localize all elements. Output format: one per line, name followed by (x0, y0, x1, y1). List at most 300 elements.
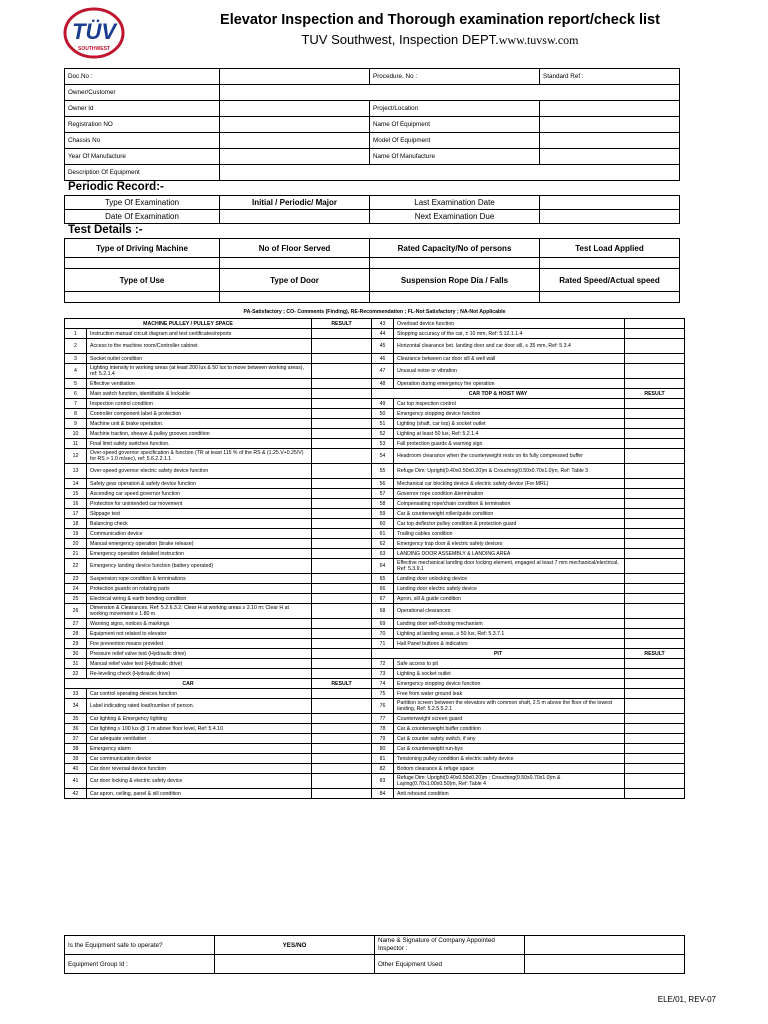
item-number: 40 (65, 764, 87, 774)
name-of-manufacture-label: Name Of Manufacture (370, 149, 540, 165)
result-field[interactable] (625, 439, 685, 449)
doc-no-field[interactable] (220, 69, 370, 85)
equipment-group-id-field[interactable] (215, 955, 375, 974)
year-of-manufacture-field[interactable] (220, 149, 370, 165)
result-field[interactable] (312, 464, 372, 479)
item-description: Headroom clearance when the counterweight rests on its fully compressed buffer (394, 449, 625, 464)
initial-periodic-major-label[interactable]: Initial / Periodic/ Major (220, 196, 370, 210)
result-field[interactable] (312, 559, 372, 574)
other-equipment-used-field[interactable] (525, 955, 685, 974)
result-field[interactable] (312, 629, 372, 639)
item-description: Compensating rope/chain condition & termination (394, 499, 625, 509)
result-field[interactable] (625, 699, 685, 714)
checklist-row (65, 399, 685, 409)
result-field[interactable] (312, 594, 372, 604)
checklist-row (65, 649, 685, 659)
item-description: Emergency stopping device function (394, 409, 625, 419)
checklist-row (65, 509, 685, 519)
page-title: Elevator Inspection and Thorough examination report/check list (220, 12, 660, 28)
item-description: Fire prevention means provided (87, 639, 312, 649)
result-field[interactable] (312, 499, 372, 509)
name-of-manufacture-field[interactable] (540, 149, 680, 165)
result-field[interactable] (312, 364, 372, 379)
result-field[interactable] (312, 489, 372, 499)
item-number: 55 (372, 464, 394, 479)
checklist-row (65, 714, 685, 724)
result-field[interactable] (625, 619, 685, 629)
item-description: Electrical wiring & earth bonding condition (87, 594, 312, 604)
result-field[interactable] (312, 379, 372, 389)
test-load-applied-field[interactable] (540, 258, 680, 269)
rated-capacity-field[interactable] (370, 258, 540, 269)
result-field[interactable] (625, 499, 685, 509)
item-number: 27 (65, 619, 87, 629)
item-description: Lighting at least 50 lux, Ref: 5.2.1.4 (394, 429, 625, 439)
type-of-driving-machine-label: Type of Driving Machine (65, 239, 220, 258)
result-field[interactable] (625, 629, 685, 639)
checklist-row (65, 419, 685, 429)
test-details-title: Test Details :- (68, 224, 143, 236)
result-field[interactable] (625, 584, 685, 594)
result-field[interactable] (312, 774, 372, 789)
item-number: 44 (372, 329, 394, 339)
result-field[interactable] (625, 714, 685, 724)
item-number: 83 (372, 774, 394, 789)
logo-text: TÜV (72, 19, 116, 44)
item-description: Car & counterweight buffer condition (394, 724, 625, 734)
next-examination-due-field[interactable] (540, 210, 680, 224)
item-number: 38 (65, 744, 87, 754)
result-field[interactable] (312, 509, 372, 519)
result-field[interactable] (312, 549, 372, 559)
item-number: 46 (372, 354, 394, 364)
name-of-equipment-field[interactable] (540, 117, 680, 133)
checklist-row (65, 499, 685, 509)
result-field[interactable] (312, 699, 372, 714)
item-number: 37 (65, 734, 87, 744)
result-field[interactable] (312, 639, 372, 649)
item-description: Manual relief valve test (Hydraulic drive) (87, 659, 312, 669)
result-field[interactable] (625, 789, 685, 799)
checklist-row (65, 329, 685, 339)
periodic-record-title: Periodic Record:- (68, 181, 164, 193)
item-number: 21 (65, 549, 87, 559)
checklist-row (65, 479, 685, 489)
item-description: Car & counterweight roller/guide condition (394, 509, 625, 519)
result-field[interactable] (312, 529, 372, 539)
result-field[interactable] (625, 764, 685, 774)
result-field[interactable] (312, 339, 372, 354)
model-of-equipment-field[interactable] (540, 133, 680, 149)
revision-code: ELE/01, REV-07 (657, 995, 716, 1004)
result-field[interactable] (625, 689, 685, 699)
owner-id-field[interactable] (220, 101, 370, 117)
result-field[interactable] (312, 669, 372, 679)
result-field[interactable] (625, 659, 685, 669)
item-description: Trailing cables condition (394, 529, 625, 539)
item-number: 9 (65, 419, 87, 429)
type-of-use-field[interactable] (65, 292, 220, 303)
result-field[interactable] (625, 549, 685, 559)
item-number: 17 (65, 509, 87, 519)
item-description: Effective ventilation (87, 379, 312, 389)
item-description: Car top inspection control (394, 399, 625, 409)
item-number: 26 (65, 604, 87, 619)
item-description: Communication device (87, 529, 312, 539)
description-of-equipment-field[interactable] (220, 165, 680, 181)
checklist-row (65, 519, 685, 529)
item-description: Governor rope condition &termination (394, 489, 625, 499)
item-description: Over-speed governor electric safety device function (87, 464, 312, 479)
item-description: Lighting at landing areas, ≥ 50 lux, Ref: 5.3.7.1 (394, 629, 625, 639)
item-description: Refuge Dim: Upright(0.40x0.50x0.20)m ; Crouching(0.50x0.70x1.0)m & Laying(0.70x1.00x0.50)m, Ref: Table 4 (394, 774, 625, 789)
checklist-row (65, 679, 685, 689)
type-of-driving-machine-field[interactable] (65, 258, 220, 269)
item-number: 33 (65, 689, 87, 699)
result-field[interactable] (625, 464, 685, 479)
item-description: Car lighting & Emergency lighting (87, 714, 312, 724)
suspension-rope-field[interactable] (370, 292, 540, 303)
result-field[interactable] (312, 439, 372, 449)
item-description: Lighting & socket outlet (394, 669, 625, 679)
item-description: Car & counterweight run-bys (394, 744, 625, 754)
item-description: Emergency stopping device function (394, 679, 625, 689)
item-number: 58 (372, 499, 394, 509)
checklist-row (65, 319, 685, 329)
result-field[interactable] (625, 364, 685, 379)
item-description: Unusual noise or vibration (394, 364, 625, 379)
item-number: 62 (372, 539, 394, 549)
item-number: 60 (372, 519, 394, 529)
checklist-row (65, 559, 685, 574)
result-header: RESULT (625, 389, 685, 399)
item-description: Car adequate ventilation (87, 734, 312, 744)
result-field[interactable] (625, 339, 685, 354)
item-description: Car door locking & electric safety device (87, 774, 312, 789)
item-description: Operational clearances (394, 604, 625, 619)
item-number: 67 (372, 594, 394, 604)
result-field[interactable] (625, 419, 685, 429)
page-subtitle (140, 32, 740, 48)
checklist-row (65, 354, 685, 364)
checklist-row (65, 639, 685, 649)
item-description: Landing door unlocking device (394, 574, 625, 584)
item-description: Manual emergency operation (brake release) (87, 539, 312, 549)
result-field[interactable] (312, 574, 372, 584)
item-description: Car & counter safety switch, if any (394, 734, 625, 744)
result-field[interactable] (625, 399, 685, 409)
date-of-examination-label: Date Of Examination (65, 210, 220, 224)
item-number: 28 (65, 629, 87, 639)
project-location-label: Project/Location (370, 101, 540, 117)
checklist-row (65, 389, 685, 399)
periodic-record-table (64, 195, 680, 224)
item-number: 41 (65, 774, 87, 789)
inspector-signature-field[interactable] (525, 936, 685, 955)
project-location-field[interactable] (540, 101, 680, 117)
equipment-info-table (64, 68, 680, 181)
item-description: Balancing check (87, 519, 312, 529)
item-description: Anti rebound condition (394, 789, 625, 799)
type-of-use-label: Type of Use (65, 269, 220, 292)
item-number: 13 (65, 464, 87, 479)
item-number: 76 (372, 699, 394, 714)
section-machine: MACHINE PULLEY / PULLEY SPACE (65, 319, 312, 329)
checklist-row (65, 689, 685, 699)
item-number: 35 (65, 714, 87, 724)
item-description: Car door reversal device function (87, 764, 312, 774)
item-description: Stopping accuracy of the car, ± 10 mm, Ref: 5.12.1.1.4 (394, 329, 625, 339)
item-description: Tensioning pulley condition & electric safety device (394, 754, 625, 764)
result-field[interactable] (625, 754, 685, 764)
item-number: 23 (65, 574, 87, 584)
result-field[interactable] (312, 449, 372, 464)
result-field[interactable] (625, 774, 685, 789)
registration-no-field[interactable] (220, 117, 370, 133)
result-field[interactable] (625, 329, 685, 339)
checklist-row (65, 539, 685, 549)
item-description: Access to the machine room/Controller cabinet (87, 339, 312, 354)
result-field[interactable] (312, 419, 372, 429)
item-number: 64 (372, 559, 394, 574)
item-number: 81 (372, 754, 394, 764)
checklist-row (65, 549, 685, 559)
item-description: Re-leveling check (Hydraulic drive) (87, 669, 312, 679)
item-description: Warning signs, notices & markings (87, 619, 312, 629)
item-number: 4 (65, 364, 87, 379)
item-description: Protection guards on rotating parts (87, 584, 312, 594)
item-number: 70 (372, 629, 394, 639)
owner-customer-label: Owner/Customer (65, 85, 220, 101)
item-number: 75 (372, 689, 394, 699)
result-field[interactable] (625, 594, 685, 604)
description-of-equipment-label: Description Of Equipment (65, 165, 220, 181)
item-description: Ascending car speed governor function (87, 489, 312, 499)
item-number: 25 (65, 594, 87, 604)
result-field[interactable] (625, 449, 685, 464)
item-description: Counterweight screen guard (394, 714, 625, 724)
result-field[interactable] (625, 379, 685, 389)
result-field[interactable] (312, 604, 372, 619)
item-description: Emergency landing device function (battery operated) (87, 559, 312, 574)
item-number: 66 (372, 584, 394, 594)
checklist-row (65, 364, 685, 379)
item-description: Slippage test (87, 509, 312, 519)
result-field[interactable] (312, 764, 372, 774)
item-description: Horizontal clearance bet. landing door and car door sill, ≤ 35 mm, Ref: 5.3.4 (394, 339, 625, 354)
result-field[interactable] (625, 409, 685, 419)
item-number: 68 (372, 604, 394, 619)
result-field[interactable] (625, 319, 685, 329)
result-field[interactable] (312, 754, 372, 764)
website-url: www.tuvsw.com (498, 33, 579, 47)
result-field[interactable] (625, 669, 685, 679)
next-examination-due-label: Next Examination Due (370, 210, 540, 224)
result-field[interactable] (625, 529, 685, 539)
item-number: 84 (372, 789, 394, 799)
inspector-signature-label: Name & Signature of Company Appointed Inspector : (375, 936, 525, 955)
checklist-row (65, 754, 685, 764)
result-field[interactable] (625, 604, 685, 619)
result-field[interactable] (625, 639, 685, 649)
owner-customer-field[interactable] (220, 85, 680, 101)
result-field[interactable] (312, 744, 372, 754)
result-field[interactable] (625, 539, 685, 549)
last-examination-date-field[interactable] (540, 196, 680, 210)
item-description: Emergency trap door & electric safety devices (394, 539, 625, 549)
item-number: 71 (372, 639, 394, 649)
subtitle-text: TUV Southwest, Inspection DEPT. (301, 32, 499, 47)
checklist-row (65, 629, 685, 639)
item-number: 82 (372, 764, 394, 774)
item-number: 48 (372, 379, 394, 389)
section-car: CAR (65, 679, 312, 689)
result-field[interactable] (312, 734, 372, 744)
item-number: 12 (65, 449, 87, 464)
section-car-top: CAR TOP & HOIST WAY (372, 389, 625, 399)
item-description: Landing door electric safety device (394, 584, 625, 594)
result-field[interactable] (312, 659, 372, 669)
result-field[interactable] (312, 619, 372, 629)
item-description: Lighting (shaft, car top) & socket outlet (394, 419, 625, 429)
item-number: 36 (65, 724, 87, 734)
item-description: Main switch function, identifiable & lockable (87, 389, 312, 399)
item-number: 79 (372, 734, 394, 744)
checklist-row (65, 724, 685, 734)
result-field[interactable] (312, 689, 372, 699)
checklist-row (65, 379, 685, 389)
result-field[interactable] (625, 744, 685, 754)
result-field[interactable] (312, 519, 372, 529)
result-field[interactable] (312, 409, 372, 419)
result-field[interactable] (312, 649, 372, 659)
checklist-row (65, 439, 685, 449)
item-number: 31 (65, 659, 87, 669)
item-description: Clearance between car door sill & well wall (394, 354, 625, 364)
result-field[interactable] (625, 354, 685, 364)
item-description: Car communication device (87, 754, 312, 764)
result-field[interactable] (625, 679, 685, 689)
item-number: 1 (65, 329, 87, 339)
item-description: Emergency operation detailed instruction (87, 549, 312, 559)
item-description: Over-speed governor specification & function (TR at least 115 % of the RS & (1.25.V+0.25/V) for RS > 1.0 m/sec), ref: 5.6.2.2.1.1 (87, 449, 312, 464)
item-description: Inspection control condition (87, 399, 312, 409)
item-description: Partition screen between the elevators with common shaft, 2.5 m above the floor of the lowest landing, Ref: 5.2.5.5.2.1 (394, 699, 625, 714)
item-number: 78 (372, 724, 394, 734)
result-field[interactable] (312, 479, 372, 489)
checklist-row (65, 659, 685, 669)
item-description: Overload device function (394, 319, 625, 329)
checklist-row (65, 529, 685, 539)
rated-speed-label: Rated Speed/Actual speed (540, 269, 680, 292)
chassis-no-field[interactable] (220, 133, 370, 149)
item-number: 63 (372, 549, 394, 559)
date-of-examination-field[interactable] (220, 210, 370, 224)
item-number: 2 (65, 339, 87, 354)
item-description: Emergency alarm (87, 744, 312, 754)
result-field[interactable] (625, 489, 685, 499)
result-field[interactable] (625, 724, 685, 734)
checklist-row (65, 584, 685, 594)
item-number: 73 (372, 669, 394, 679)
result-field[interactable] (625, 519, 685, 529)
item-number: 74 (372, 679, 394, 689)
logo-subtext: SOUTHWEST (78, 46, 110, 52)
item-number: 53 (372, 439, 394, 449)
item-number: 20 (65, 539, 87, 549)
item-description: Refuge Dim: Upright(0.40x0.50x0.20)m & Crouching(0.50x0.70x1.0)m, Ref: Table 3 (394, 464, 625, 479)
chassis-no-label: Chassis No (65, 133, 220, 149)
item-number: 6 (65, 389, 87, 399)
checklist-row (65, 734, 685, 744)
checklist-row (65, 594, 685, 604)
item-description: Machine unit & brake operation. (87, 419, 312, 429)
standard-ref-label[interactable]: Standard Ref : (540, 69, 680, 85)
type-of-door-field[interactable] (220, 292, 370, 303)
result-field[interactable] (625, 559, 685, 574)
rated-capacity-label: Rated Capacity/No of persons (370, 239, 540, 258)
item-description: Protection for unintended car movement (87, 499, 312, 509)
item-number: 65 (372, 574, 394, 584)
result-field[interactable] (625, 574, 685, 584)
year-of-manufacture-label: Year Of Manufacture (65, 149, 220, 165)
doc-no-label: Doc.No : (65, 69, 220, 85)
section-pit: PIT (372, 649, 625, 659)
test-load-applied-label: Test Load Applied (540, 239, 680, 258)
result-field[interactable] (312, 714, 372, 724)
checklist-row (65, 489, 685, 499)
result-field[interactable] (312, 399, 372, 409)
item-number: 42 (65, 789, 87, 799)
result-field[interactable] (312, 724, 372, 734)
yes-no-field[interactable]: YES/NO (215, 936, 375, 955)
result-field[interactable] (625, 509, 685, 519)
result-field[interactable] (312, 329, 372, 339)
item-number: 39 (65, 754, 87, 764)
item-description: Apron, sill & guide condition (394, 594, 625, 604)
item-description: Equipment not related to elevator (87, 629, 312, 639)
item-description: Mechanical car blocking device & electric safety device (For MRL) (394, 479, 625, 489)
last-examination-date-label: Last Examination Date (370, 196, 540, 210)
result-field[interactable] (625, 479, 685, 489)
item-number: 43 (372, 319, 394, 329)
result-field[interactable] (312, 429, 372, 439)
no-of-floor-served-field[interactable] (220, 258, 370, 269)
inspection-checklist-table (64, 306, 685, 799)
result-field[interactable] (625, 734, 685, 744)
result-field[interactable] (312, 389, 372, 399)
result-field[interactable] (312, 789, 372, 799)
no-of-floor-served-label: No of Floor Served (220, 239, 370, 258)
item-description: Car control operating devices function (87, 689, 312, 699)
item-number: 61 (372, 529, 394, 539)
name-of-equipment-label: Name Of Equipment (370, 117, 540, 133)
item-number: 45 (372, 339, 394, 354)
result-field[interactable] (312, 584, 372, 594)
result-field[interactable] (312, 354, 372, 364)
item-number: 52 (372, 429, 394, 439)
item-number: 16 (65, 499, 87, 509)
result-field[interactable] (312, 539, 372, 549)
item-description: Machine traction, sheave & pulley grooves condition (87, 429, 312, 439)
item-number: 19 (65, 529, 87, 539)
result-field[interactable] (625, 429, 685, 439)
item-number: 49 (372, 399, 394, 409)
item-number: 47 (372, 364, 394, 379)
rated-speed-field[interactable] (540, 292, 680, 303)
item-description: Instruction manual circuit diagram and test certificates/reports (87, 329, 312, 339)
result-legend: PA-Satisfactory ; CO- Comments (Finding), RE-Recommendation ; FL-Not Satisfactory ; NA-Not Applicable (243, 309, 506, 315)
